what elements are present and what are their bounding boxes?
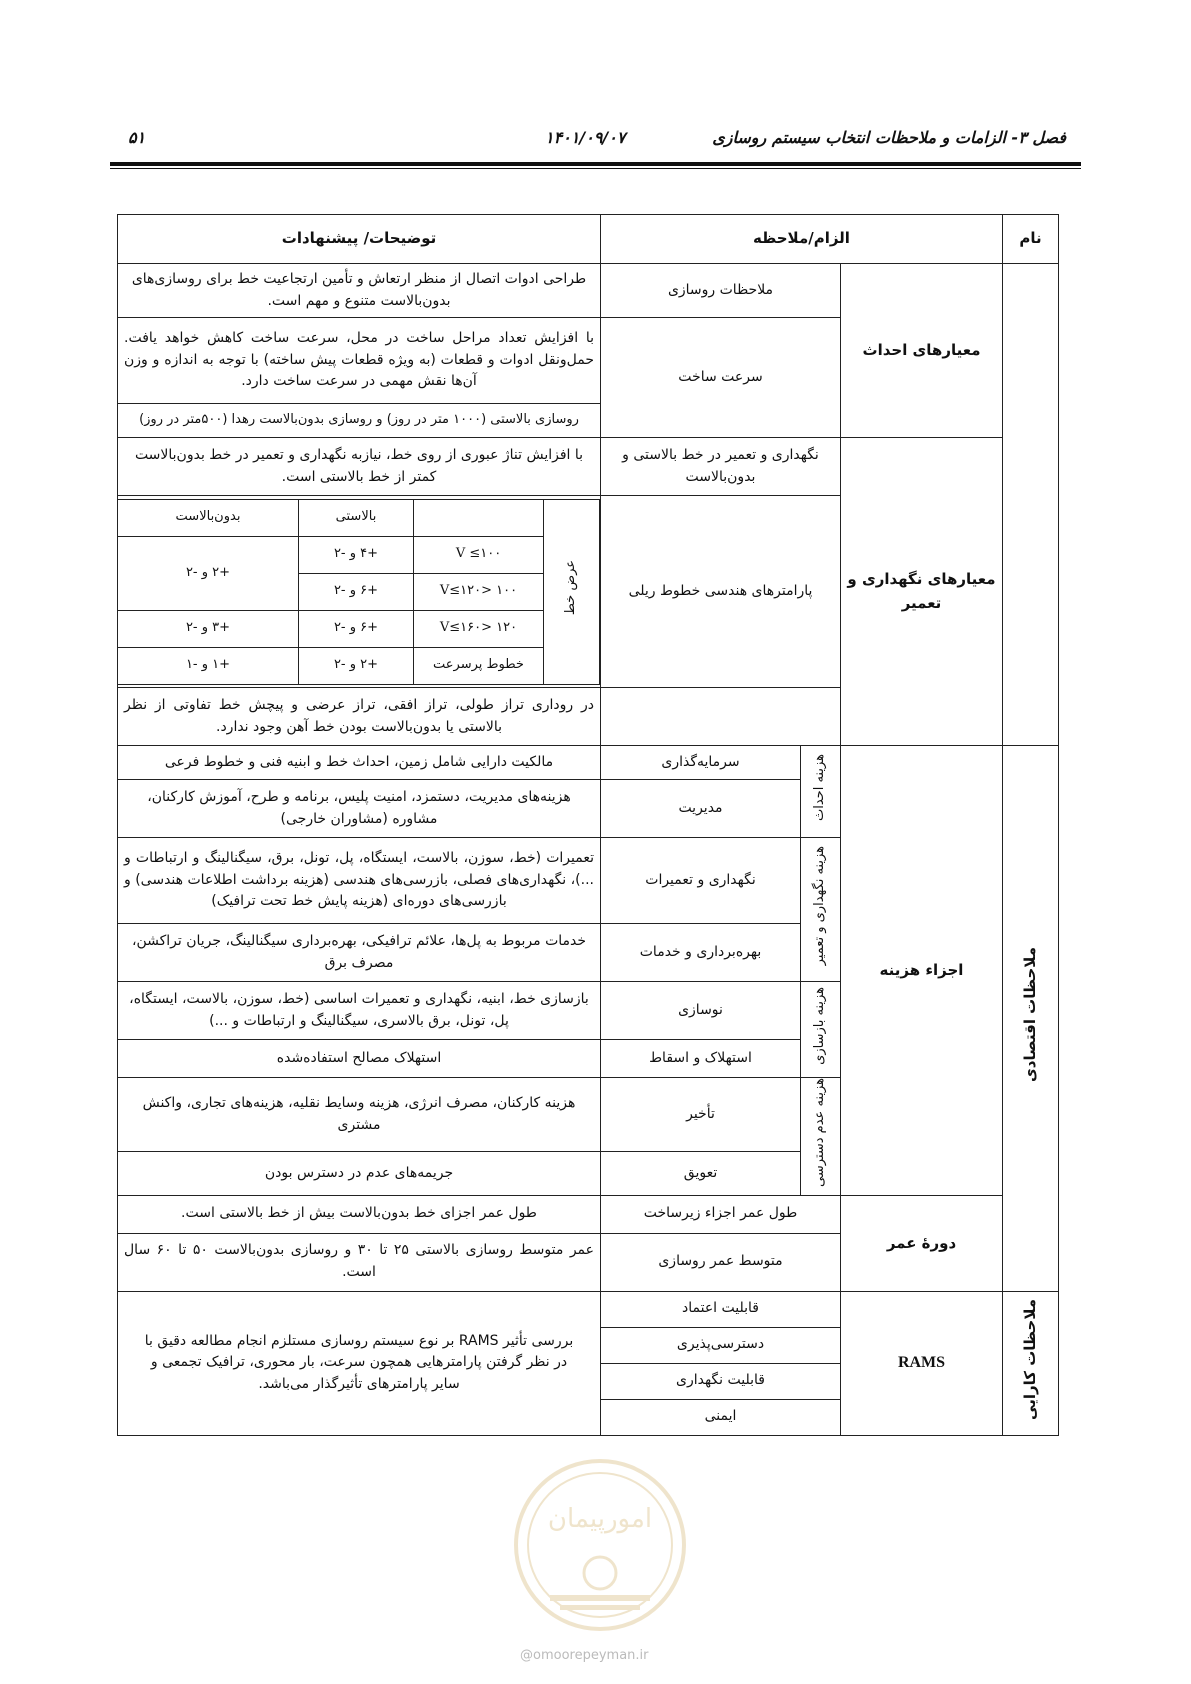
page-number: ۵۱	[128, 128, 146, 147]
req-repair: نگهداری و تعمیرات	[601, 838, 801, 924]
gauge-speed: V ≤۱۰۰	[414, 536, 544, 573]
req-geometry: پارامترهای هندسی خطوط ریلی	[601, 496, 841, 688]
gauge-subtable	[118, 499, 601, 685]
gauge-ballastless: +۱ و -۱	[118, 647, 299, 684]
sub-construction: هزینه احداث	[812, 754, 828, 822]
gauge-label: عرض خط	[563, 560, 579, 616]
gauge-header-ballasted: بالاستی	[299, 499, 414, 536]
desc-investment: مالکیت دارایی شامل زمین، احداث خط و ابنیه فنی و خطوط فرعی	[118, 746, 601, 780]
req-delay: تأخیر	[601, 1078, 801, 1152]
desc-maintenance: با افزایش تناژ عبوری از روی خط، نیازبه نگهداری و تعمیر در خط بدون‌بالاست کمتر از خط بالاستی است.	[118, 438, 601, 496]
gauge-header-speed	[414, 499, 544, 536]
group-technical	[1003, 264, 1059, 746]
group-economic-cell	[1003, 746, 1059, 1292]
desc-rams: بررسی تأثیر RAMS بر نوع سیستم روسازی مستلزم انجام مطالعه دقیق با در نظر گرفتن پارامترهایی همچون سرعت، بار محوری، ترافیک تجمعی و سایر پارامترهای تأثیرگذار می‌باشد.	[118, 1291, 601, 1435]
desc-average-life: عمر متوسط روسازی بالاستی ۲۵ تا ۳۰ و روسازی بدون‌بالاست ۵۰ تا ۶۰ سال است.	[118, 1233, 601, 1291]
desc-build-rate: روسازی بالاستی (۱۰۰۰ متر در روز) و روسازی بدون‌بالاست رهدا (۵۰۰متر در روز)	[118, 404, 601, 438]
req-postpone: تعویق	[601, 1152, 801, 1195]
requirements-table	[117, 214, 1059, 1436]
header-rule-thin	[110, 168, 1081, 169]
gauge-label-cell	[544, 499, 600, 684]
gauge-ballastless: +۲ و -۲	[118, 536, 299, 610]
watermark-logo	[510, 1455, 690, 1635]
rams-reliability: قابلیت اعتماد	[601, 1291, 841, 1327]
sub-construction-cell	[801, 746, 841, 838]
req-geometry-cont	[601, 688, 841, 746]
req-pavement: ملاحظات روسازی	[601, 264, 841, 318]
gauge-speed: ۱۰۰ <V≤۱۲۰	[414, 573, 544, 610]
rams-label: RAMS	[841, 1291, 1003, 1435]
sub-unavailability: هزینه عدم دسترسی	[812, 1078, 828, 1187]
maintenance-label: معیارهای نگهداری و تعمیر	[841, 438, 1003, 746]
header-date: ۱۴۰۱/۰۹/۰۷	[545, 128, 626, 147]
group-economic: ملاحظات اقتصادی	[1020, 946, 1039, 1082]
req-management: مدیریت	[601, 780, 801, 838]
header-requirement: الزام/ملاحظه	[601, 215, 1003, 264]
desc-depreciation: استهلاک مصالح استفاده‌شده	[118, 1040, 601, 1078]
gauge-header-ballastless: بدون‌بالاست	[118, 499, 299, 536]
desc-repair: تعمیرات (خط، سوزن، بالاست، ایستگاه، پل، تونل، برق، سیگنالینگ و ارتباطات و ...)، نگهداری‌های فصلی، بازرسی‌های هندسی (هزینه برداشت اطلاعات هندسی) و بازرسی‌های دوره‌ای (هزینه پایش خط تحت ترافیک)	[118, 838, 601, 924]
header-name: نام	[1003, 215, 1059, 264]
desc-delay: هزینه کارکنان، مصرف انرژی، هزینه وسایط نقلیه، هزینه‌های تجاری، واکنش مشتری	[118, 1078, 601, 1152]
gauge-ballastless: +۳ و -۲	[118, 610, 299, 647]
desc-management: هزینه‌های مدیریت، دستمزد، امنیت پلیس، برنامه و طرح، آموزش کارکنان، مشاوره (مشاوران خارجی)	[118, 780, 601, 838]
sub-renewal-cell	[801, 982, 841, 1078]
desc-operation: خدمات مربوط به پل‌ها، علائم ترافیکی، بهره‌برداری سیگنالینگ، جریان تراکشن، مصرف برق	[118, 924, 601, 982]
req-depreciation: استهلاک و اسقاط	[601, 1040, 801, 1078]
svg-text:امورپیمان: امورپیمان	[547, 1504, 653, 1534]
req-average-life: متوسط عمر روسازی	[601, 1233, 841, 1291]
rams-safety: ایمنی	[601, 1399, 841, 1435]
gauge-ballasted: +۶ و -۲	[299, 610, 414, 647]
header-rule-thick	[110, 162, 1081, 166]
life-label: دورهٔ عمر	[841, 1195, 1003, 1291]
req-maintenance: نگهداری و تعمیر در خط بالاستی و بدون‌بالاست	[601, 438, 841, 496]
desc-pavement: طراحی ادوات اتصال از منظر ارتعاش و تأمین ارتجاعیت خط برای روسازی‌های بدون‌بالاست متنوع و مهم است.	[118, 264, 601, 318]
req-build-speed: سرعت ساخت	[601, 318, 841, 438]
construction-label: معیارهای احداث	[841, 264, 1003, 438]
desc-build-speed: با افزایش تعداد مراحل ساخت در محل، سرعت ساخت کاهش خواهد یافت. حمل‌ونقل ادوات و قطعات (به ویژه قطعات پیش ساخته) با توجه به اندازه و وزن آن‌ها نقش مهمی در سرعت ساخت دارد.	[118, 318, 601, 404]
watermark-url: @omoorepeyman.ir	[520, 1648, 649, 1663]
header-description: توضیحات/ پیشنهادات	[118, 215, 601, 264]
group-performance: ملاحظات کارایی	[1020, 1298, 1039, 1420]
chapter-title: فصل ۳- الزامات و ملاحظات انتخاب سیستم روسازی	[712, 128, 1066, 147]
desc-postpone: جریمه‌های عدم در دسترس بودن	[118, 1152, 601, 1195]
sub-maintenance: هزینه نگهداری و تعمیر	[812, 845, 828, 966]
gauge-ballasted: +۶ و -۲	[299, 573, 414, 610]
rams-maintainability: قابلیت نگهداری	[601, 1363, 841, 1399]
sub-unavailability-cell	[801, 1078, 841, 1196]
req-investment: سرمایه‌گذاری	[601, 746, 801, 780]
desc-renewal: بازسازی خط، ابنیه، نگهداری و تعمیرات اساسی (خط، سوزن، بالاست، ایستگاه، پل، تونل، برق بالاسری، سیگنالینگ و ارتباطات و ...)	[118, 982, 601, 1040]
rams-availability: دسترسی‌پذیری	[601, 1327, 841, 1363]
gauge-ballasted: +۴ و -۲	[299, 536, 414, 573]
desc-geometry-note: در روداری تراز طولی، تراز افقی، تراز عرضی و پیچش خط تفاوتی از نظر بالاستی یا بدون‌بالاست بودن خط آهن وجود ندارد.	[118, 688, 601, 746]
gauge-speed: ۱۲۰ <V≤۱۶۰	[414, 610, 544, 647]
gauge-subtable-cell	[118, 496, 601, 688]
gauge-ballasted: +۲ و -۲	[299, 647, 414, 684]
gauge-speed: خطوط پرسرعت	[414, 647, 544, 684]
req-operation: بهره‌برداری و خدمات	[601, 924, 801, 982]
sub-renewal: هزینه بازسازی	[812, 986, 828, 1065]
cost-label: اجزاء هزینه	[841, 746, 1003, 1196]
group-performance-cell	[1003, 1291, 1059, 1435]
req-component-life: طول عمر اجزاء زیرساخت	[601, 1195, 841, 1233]
req-renewal: نوسازی	[601, 982, 801, 1040]
desc-component-life: طول عمر اجزای خط بدون‌بالاست بیش از خط بالاستی است.	[118, 1195, 601, 1233]
sub-maintenance-cell	[801, 838, 841, 982]
